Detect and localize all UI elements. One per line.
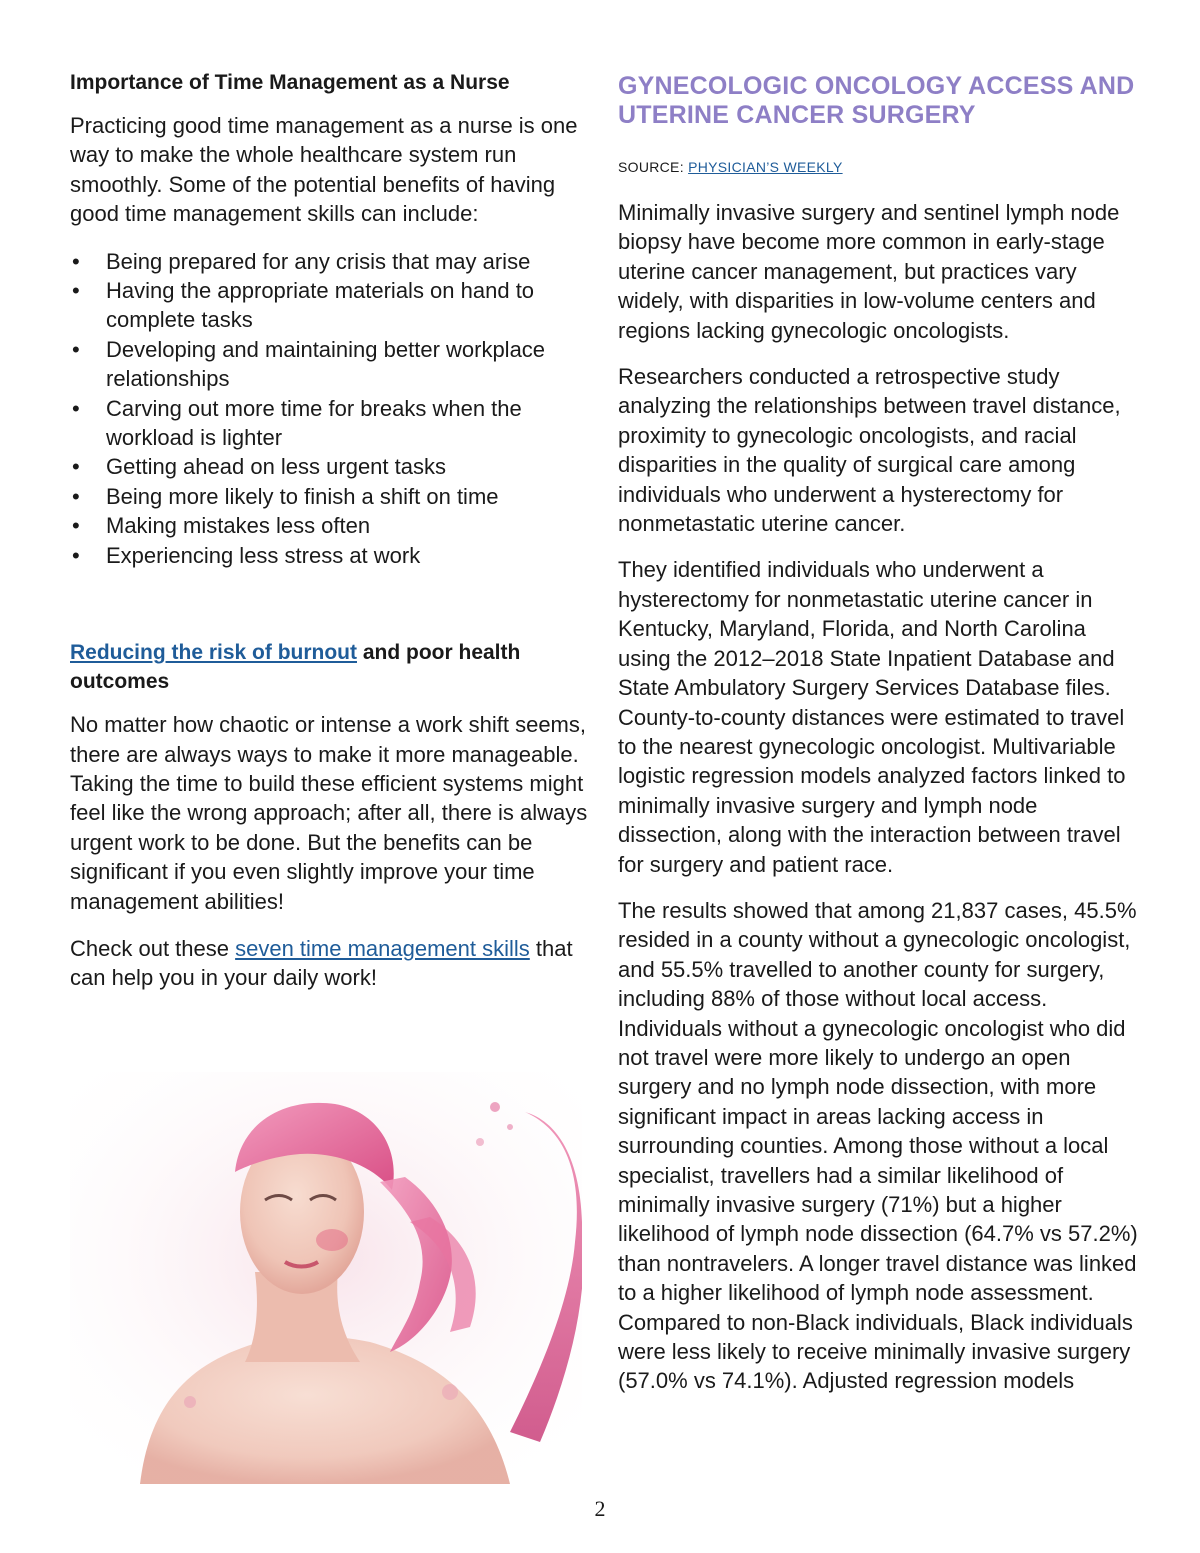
list-item: • Getting ahead on less urgent tasks (70, 452, 590, 481)
bullet-icon: • (72, 248, 80, 274)
bullet-icon: • (72, 454, 80, 480)
article-paragraph-3: They identified individuals who underwent a hysterectomy for nonmetastatic uterine cancer in Kentucky, Maryland, Florida, and North Carolina using the 2012–2018 State Inpatient Database and State Ambulatory Surgery Services Database files. County-to-county distances were estimated to travel to the nearest gynecologic oncologist. Multivariable logistic regression models analyzed factors linked to minimally invasive surgery and lymph node dissection, along with the interaction between travel for surgery and patient race. (618, 557, 1126, 877)
time-management-heading: Importance of Time Management as a Nurse (70, 71, 510, 94)
right-column (618, 72, 1138, 1413)
bullet-icon: • (72, 336, 80, 362)
list-item: • Having the appropriate materials on hand to complete tasks (72, 278, 535, 333)
source-line: SOURCE: PHYSICIAN’S WEEKLY (618, 159, 843, 175)
skills-paragraph: Check out these seven time management skills that can help you in your daily work! (70, 935, 573, 991)
watercolor-woman-pink-ribbon-illustration (70, 1072, 582, 1484)
bullet-icon: • (72, 513, 80, 539)
bullet-icon: • (72, 483, 80, 509)
bullet-icon: • (72, 542, 80, 568)
bullet-icon: • (72, 395, 80, 421)
article-paragraph-4: The results showed that among 21,837 cases, 45.5% resided in a county without a gynecologic oncologist, and 55.5% travelled to another county for surgery, including 88% of those without local access. Individuals without a gynecologic oncologist who did not travel were more likely to undergo an open surgery and no lymph node dissection, with more significant impact in areas lacking access in surrounding counties. Among those without a local specialist, travellers had a similar likelihood of minimally invasive surgery (71%) but a higher likelihood of lymph node dissection (64.7% vs 57.2%) than nontravelers. A longer travel distance was linked to a higher likelihood of lymph node assessment. Compared to non-Black individuals, Black individuals were less likely to receive minimally invasive surgery (57.0% vs 74.1%). Adjusted regression models (618, 897, 1138, 1394)
burnout-paragraph: No matter how chaotic or intense a work shift seems, there are always ways to make it more manageable. Taking the time to build these efficient systems might feel like the wrong approach; after all, there is always urgent work to be done. But the benefits can be significant if you even slightly improve your time management abilities! (70, 712, 588, 914)
list-item: • Developing and maintaining better workplace relationships (72, 336, 546, 392)
list-item: • Being prepared for any crisis that may arise (70, 247, 590, 276)
time-management-intro: Practicing good time management as a nurse is one way to make the whole healthcare system run smoothly. Some of the potential benefits of having good time management skills can include: (70, 113, 578, 227)
time-management-skills-link[interactable]: seven time management skills (235, 935, 530, 961)
article-title: GYNECOLOGIC ONCOLOGY ACCESS AND UTERINE CANCER SURGERY (618, 72, 1135, 129)
article-paragraph-1: Minimally invasive surgery and sentinel lymph node biopsy have become more common in early-stage uterine cancer management, but practices vary widely, with disparities in low-volume centers and regions lacking gynecologic oncologists. (618, 200, 1120, 343)
article-paragraph-2: Researchers conducted a retrospective study analyzing the relationships between travel distance, proximity to gynecologic oncologists, and racial disparities in the quality of surgical care among individuals who underwent a hysterectomy for nonmetastatic uterine cancer. (618, 364, 1121, 537)
list-item: • Experiencing less stress at work (70, 541, 590, 570)
bullet-icon: • (72, 278, 80, 304)
source-link[interactable]: PHYSICIAN’S WEEKLY (688, 159, 843, 175)
page-number: 2 (594, 1496, 606, 1521)
list-item: • Making mistakes less often (70, 511, 590, 540)
list-item: • Being more likely to finish a shift on time (70, 482, 590, 511)
burnout-link[interactable]: Reducing the risk of burnout (70, 641, 357, 665)
burnout-subheading: Reducing the risk of burnout and poor health outcomes (70, 641, 521, 694)
list-item: • Carving out more time for breaks when the workload is lighter (72, 395, 522, 451)
left-column (70, 68, 590, 1011)
benefits-list (70, 247, 590, 570)
